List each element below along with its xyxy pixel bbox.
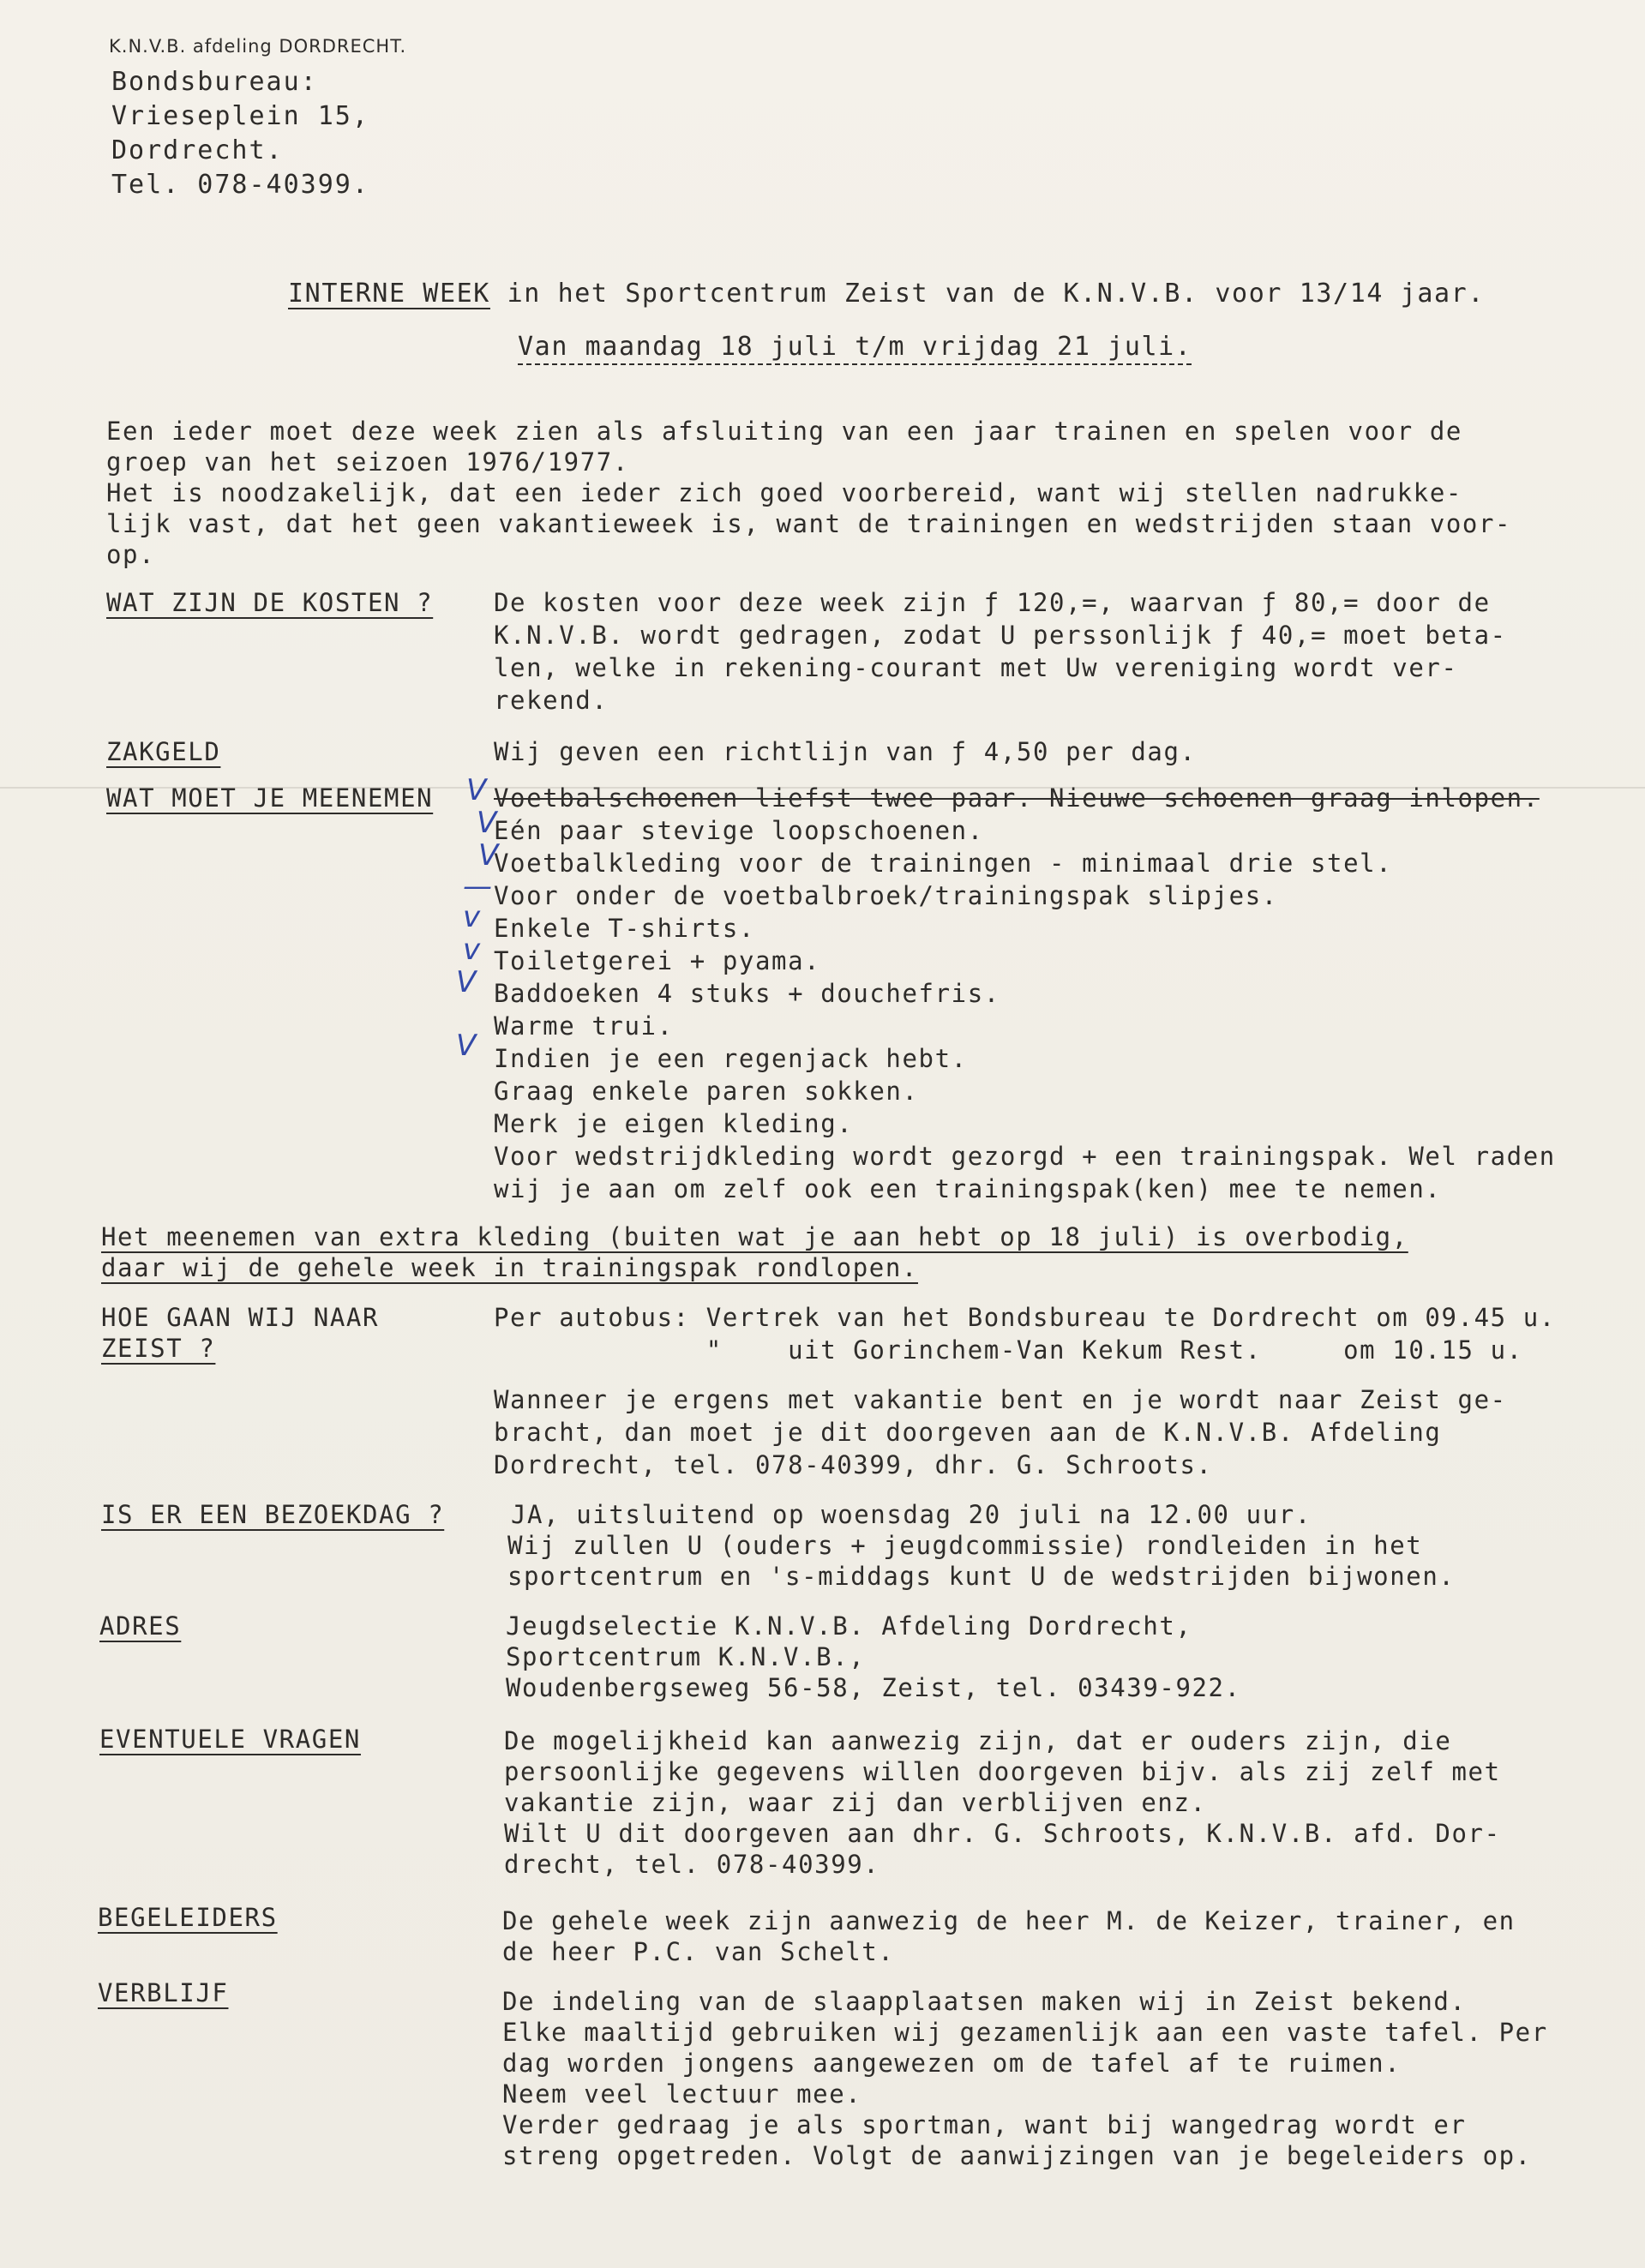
kosten-line: rekend.	[494, 686, 609, 715]
document-title	[288, 278, 1485, 310]
organization-name: K.N.V.B. afdeling DORDRECHT.	[109, 36, 407, 57]
check-mark: V	[456, 1029, 477, 1063]
meenemen-item: Graag enkele paren sokken.	[494, 1077, 919, 1106]
vervoer-extra: bracht, dan moet je dit doorgeven aan de K.N.V.B. Afdeling	[494, 1418, 1442, 1447]
check-mark: —	[463, 869, 492, 903]
meenemen-item: Warme trui.	[494, 1011, 674, 1041]
vragen-line: Wilt U dit doorgeven aan dhr. G. Schroots, K.N.V.B. afd. Dor-	[504, 1819, 1501, 1848]
address-line: Dordrecht.	[111, 135, 284, 165]
check-mark: V	[477, 806, 497, 840]
vervoer-line: Per autobus: Vertrek van het Bondsbureau te Dordrecht om 09.45 u.	[494, 1303, 1556, 1332]
meenemen-item: Voor onder de voetbalbroek/trainingspak slipjes.	[494, 881, 1278, 910]
intro-line: groep van het seizoen 1976/1977.	[106, 447, 629, 477]
verblijf-line: dag worden jongens aangewezen om de tafel af te ruimen.	[502, 2049, 1402, 2078]
meenemen-item: wij je aan om zelf ook een trainingspak(ken) mee te nemen.	[494, 1174, 1442, 1203]
kosten-line: len, welke in rekening-courant met Uw vereniging wordt ver-	[494, 653, 1458, 682]
kosten-line: De kosten voor deze week zijn ƒ 120,=, waarvan ƒ 80,= door de	[494, 588, 1491, 617]
section-label-verblijf: VERBLIJF	[98, 1978, 229, 2007]
meenemen-item: Voetbalschoenen liefst twee paar. Nieuwe schoenen graag inlopen.	[494, 783, 1540, 813]
zakgeld-text: Wij geven een richtlijn van ƒ 4,50 per dag.	[494, 737, 1197, 766]
title-rest: in het Sportcentrum Zeist van de K.N.V.B. voor 13/14 jaar.	[489, 279, 1485, 309]
section-label-vragen: EVENTUELE VRAGEN	[99, 1725, 361, 1754]
vragen-line: vakantie zijn, waar zij dan verblijven enz.	[504, 1788, 1207, 1817]
meenemen-item: Baddoeken 4 stuks + douchefris.	[494, 979, 1000, 1008]
vervoer-line: " uit Gorinchem-Van Kekum Rest. om 10.15 u.	[494, 1335, 1523, 1365]
section-label-vervoer: ZEIST ?	[101, 1334, 216, 1363]
address-line: Vrieseplein 15,	[111, 101, 369, 131]
section-label-begeleiders: BEGELEIDERS	[98, 1903, 278, 1932]
verblijf-line: streng opgetreden. Volgt de aanwijzingen van je begeleiders op.	[502, 2141, 1532, 2170]
section-label-bezoekdag: IS ER EEN BEZOEKDAG ?	[101, 1500, 445, 1529]
vervoer-extra: Dordrecht, tel. 078-40399, dhr. G. Schroots.	[494, 1450, 1213, 1479]
vragen-line: De mogelijkheid kan aanwezig zijn, dat er ouders zijn, die	[504, 1726, 1452, 1755]
title-dates: Van maandag 18 juli t/m vrijdag 21 juli.	[518, 331, 1192, 363]
section-label-adres: ADRES	[99, 1611, 182, 1641]
intro-line: lijk vast, dat het geen vakantieweek is, want de trainingen en wedstrijden staan voor-	[106, 509, 1512, 538]
check-mark: V	[478, 838, 499, 873]
section-label-zakgeld: ZAKGELD	[106, 737, 221, 766]
vervoer-extra: Wanneer je ergens met vakantie bent en je wordt naar Zeist ge-	[494, 1385, 1507, 1414]
vragen-line: persoonlijke gegevens willen doorgeven bijv. als zij zelf met	[504, 1757, 1501, 1786]
verblijf-line: Elke maaltijd gebruiken wij gezamenlijk aan een vaste tafel. Per	[502, 2018, 1548, 2047]
title-underlined: INTERNE WEEK	[288, 279, 490, 309]
check-mark: V	[456, 965, 477, 999]
check-mark: v	[463, 933, 481, 967]
bezoekdag-line: sportcentrum en 's-middags kunt U de wedstrijden bijwonen.	[507, 1562, 1456, 1591]
kosten-line: K.N.V.B. wordt gedragen, zodat U perssonlijk ƒ 40,= moet beta-	[494, 621, 1507, 650]
section-label-kosten: WAT ZIJN DE KOSTEN ?	[106, 588, 434, 617]
intro-line: Het is noodzakelijk, dat een ieder zich goed voorbereid, want wij stellen nadrukke-	[106, 478, 1462, 507]
adres-line: Jeugdselectie K.N.V.B. Afdeling Dordrecht,	[506, 1611, 1192, 1641]
meenemen-item: Indien je een regenjack hebt.	[494, 1044, 968, 1073]
adres-line: Sportcentrum K.N.V.B.,	[506, 1642, 866, 1671]
bezoekdag-line: JA, uitsluitend op woensdag 20 juli na 12.00 uur.	[511, 1500, 1312, 1529]
adres-line: Woudenbergseweg 56-58, Zeist, tel. 03439-922.	[506, 1673, 1241, 1702]
verblijf-line: Verder gedraag je als sportman, want bij wangedrag wordt er	[502, 2110, 1467, 2139]
meenemen-item: Voetbalkleding voor de trainingen - minimaal drie stel.	[494, 849, 1393, 878]
section-label-vervoer: HOE GAAN WIJ NAAR	[101, 1303, 380, 1332]
check-mark: v	[463, 900, 481, 934]
verblijf-line: Neem veel lectuur mee.	[502, 2079, 862, 2109]
intro-line: Een ieder moet deze week zien als afsluiting van een jaar trainen en spelen voor de	[106, 417, 1462, 446]
meenemen-item: Voor wedstrijdkleding wordt gezorgd + een trainingspak. Wel raden	[494, 1142, 1556, 1171]
address-line: Bondsbureau:	[111, 67, 318, 97]
extra-kleding-line: Het meenemen van extra kleding (buiten wat je aan hebt op 18 juli) is overbodig,	[101, 1222, 1408, 1251]
intro-line: op.	[106, 540, 156, 569]
meenemen-item: Toiletgerei + pyama.	[494, 946, 821, 975]
meenemen-item: Eén paar stevige loopschoenen.	[494, 816, 984, 845]
meenemen-item: Merk je eigen kleding.	[494, 1109, 854, 1138]
extra-kleding-line: daar wij de gehele week in trainingspak rondlopen.	[101, 1253, 918, 1282]
vragen-line: drecht, tel. 078-40399.	[504, 1850, 880, 1879]
begeleiders-line: de heer P.C. van Schelt.	[502, 1937, 895, 1966]
begeleiders-line: De gehele week zijn aanwezig de heer M. de Keizer, trainer, en	[502, 1906, 1516, 1935]
meenemen-item: Enkele T-shirts.	[494, 914, 755, 943]
address-line: Tel. 078-40399.	[111, 170, 369, 200]
bezoekdag-line: Wij zullen U (ouders + jeugdcommissie) rondleiden in het	[507, 1531, 1423, 1560]
section-label-meenemen: WAT MOET JE MEENEMEN	[106, 783, 434, 813]
check-mark: V	[466, 773, 487, 807]
verblijf-line: De indeling van de slaapplaatsen maken wij in Zeist bekend.	[502, 1987, 1467, 2016]
